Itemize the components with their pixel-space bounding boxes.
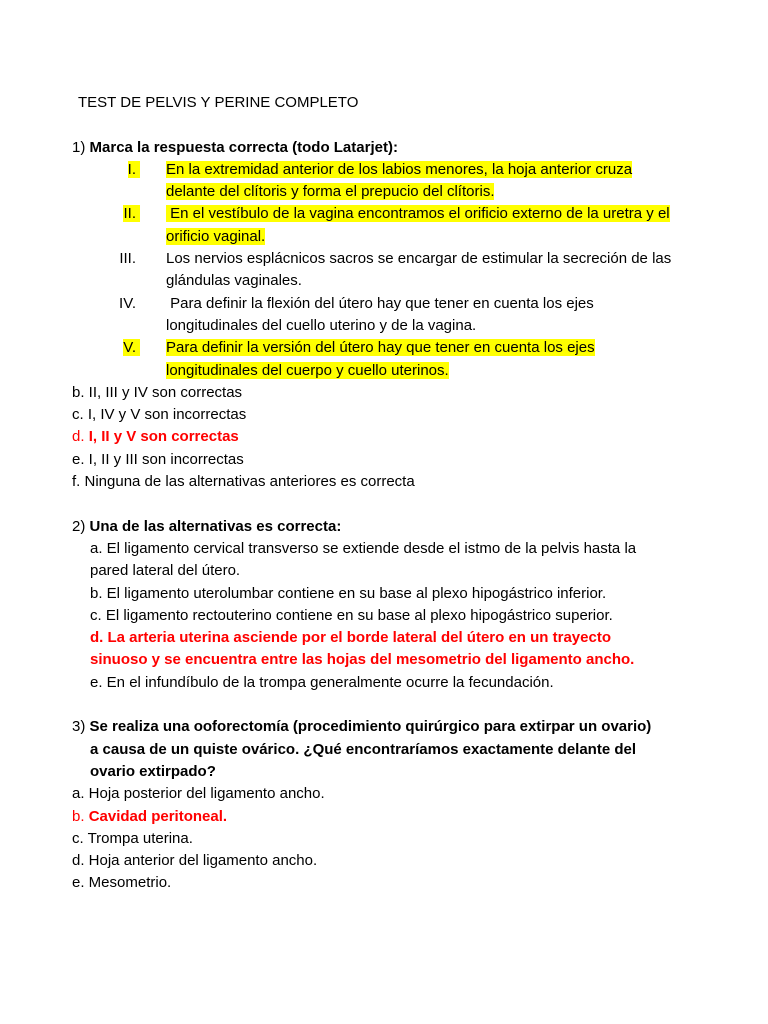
statement-4 <box>72 293 692 338</box>
answer-option: a. El ligamento cervical transverso se extiende desde el istmo de la pelvis hasta la pared lateral del útero. <box>90 539 637 580</box>
statement-1 <box>72 159 692 204</box>
statement-text: En el vestíbulo de la vagina encontramos el orificio externo de la uretra y el orificio vaginal. <box>166 205 670 245</box>
answer-option: e. En el infundíbulo de la trompa generalmente ocurre la fecundación. <box>90 673 554 691</box>
statement-text: En la extremidad anterior de los labios menores, la hoja anterior cruza delante del clítoris y forma el prepucio del clítoris. <box>166 160 633 201</box>
question-1-prompt <box>72 137 692 159</box>
answer-option: c. Trompa uterina. <box>72 829 193 847</box>
answer-option: b. II, III y IV son correctas <box>72 383 243 401</box>
statement-number: II. <box>123 205 136 223</box>
answer-option: b. El ligamento uterolumbar contiene en su base al plexo hipogástrico inferior. <box>90 584 607 602</box>
correct-answer-option: d. La arteria uterina asciende por el borde lateral del útero en un trayecto sinuoso y se encuentra entre las hojas del mesometrio del ligamento ancho. <box>90 629 635 669</box>
statement-text: Para definir la versión del útero hay que tener en cuenta los ejes longitudinales del cuerpo y cuello uterinos. <box>166 339 595 379</box>
question-2-text: Una de las alternativas es correcta: <box>89 517 342 535</box>
document-title: TEST DE PELVIS Y PERINE COMPLETO <box>78 94 359 111</box>
statement-number: III. <box>119 250 136 268</box>
answer-option: a. Hoja posterior del ligamento ancho. <box>72 785 325 803</box>
statement-number: I. <box>127 160 136 178</box>
answer-option: d. Hoja anterior del ligamento ancho. <box>72 852 318 870</box>
question-3-number: 3) <box>72 718 86 736</box>
answer-option: e. Mesometrio. <box>72 874 172 892</box>
question-1-number: 1) <box>72 138 86 156</box>
answer-option: f. Ninguna de las alternativas anteriores es correcta <box>72 473 415 491</box>
question-1-text: Marca la respuesta correcta (todo Latarjet): <box>89 138 398 156</box>
statement-5 <box>72 337 692 382</box>
spacer <box>72 493 692 515</box>
statement-number: V. <box>123 339 136 357</box>
answer-option: e. I, II y III son incorrectas <box>72 450 244 468</box>
statement-text: Para definir la flexión del útero hay que tener en cuenta los ejes longitudinales del cuello uterino y de la vagina. <box>166 294 594 334</box>
question-2-number: 2) <box>72 517 86 535</box>
statement-text: Los nervios esplácnicos sacros se encargar de estimular la secreción de las glándulas vaginales. <box>166 250 672 290</box>
spacer <box>72 694 692 716</box>
correct-answer-option: d. I, II y V son correctas <box>72 428 239 446</box>
document-body <box>72 92 692 895</box>
statement-2 <box>72 203 692 248</box>
statement-number: IV. <box>119 294 136 312</box>
answer-option: c. El ligamento rectouterino contiene en su base al plexo hipogástrico superior. <box>90 606 613 624</box>
correct-answer-option: b. Cavidad peritoneal. <box>72 807 228 825</box>
answer-option: c. I, IV y V son incorrectas <box>72 406 247 424</box>
question-3-text: Se realiza una ooforectomía (procedimiento quirúrgico para extirpar un ovario) <box>89 718 652 736</box>
question-3-prompt: 3) Se realiza una ooforectomía (procedimiento quirúrgico para extirpar un ovario) a causa de un quiste ovárico. ¿Qué encontraríamos exactamente delante del ovario extirpado? <box>72 718 652 780</box>
spacer <box>72 114 692 136</box>
statement-3 <box>72 248 692 293</box>
question-2-prompt <box>72 516 692 538</box>
